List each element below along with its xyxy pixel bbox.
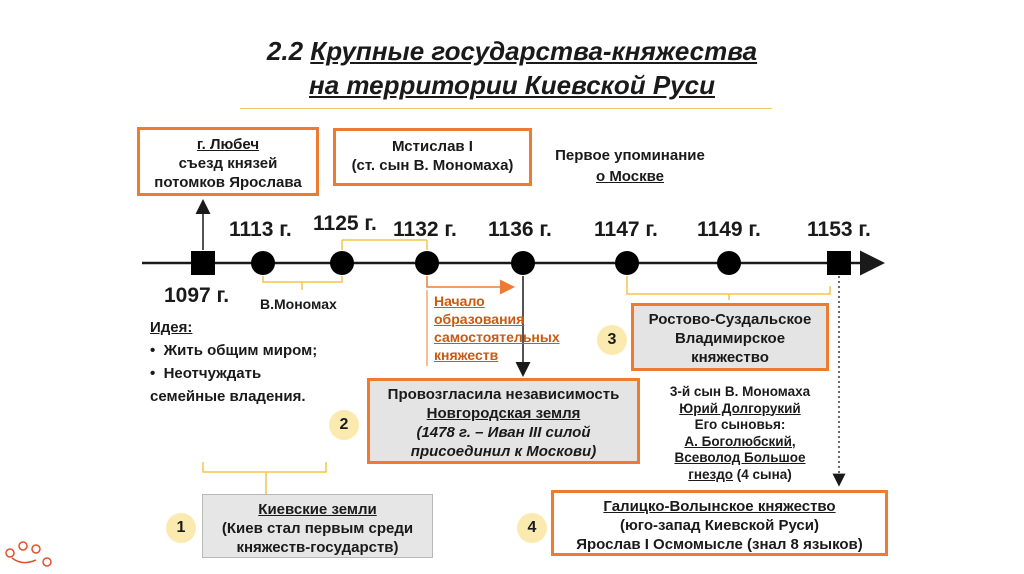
moscow-line2: о Москве <box>595 168 664 185</box>
year-1113: 1113 г. <box>229 218 292 241</box>
fragmentation-label: Начало образования самостоятельных княжеств <box>434 293 560 363</box>
mstislav-line2: (ст. сын В. Мономаха) <box>351 157 514 174</box>
rostov-line1: Ростово-Суздальское <box>648 311 812 328</box>
novgorod-line4: присоединил к Москови) <box>410 443 597 460</box>
idea-head: Идея: <box>150 319 193 336</box>
dolgoruky-block: 3-й сын В. Мономаха Юрий Долгорукий Его сыновья: А. Боголюбский, Всеволод Большое гнездо (4 сына) <box>669 384 811 482</box>
kiev-line2: (Киев стал первым среди <box>221 520 414 537</box>
badge-4: 4 <box>517 513 547 543</box>
idea-item3: семейные владения. <box>150 388 306 405</box>
novgorod-line1: Провозгласила независимость <box>387 386 620 403</box>
mstislav-line1: Мстислав I <box>392 138 473 155</box>
year-1147: 1147 г. <box>594 218 658 241</box>
year-1125: 1125 г. <box>313 212 377 235</box>
year-1153: 1153 г. <box>807 218 871 241</box>
year-1136: 1136 г. <box>488 218 552 241</box>
badge-2: 2 <box>329 410 359 440</box>
badge-3: 3 <box>597 325 627 355</box>
idea-item2: • Неотчуждать <box>150 365 262 382</box>
monomakh-label: В.Мономах <box>260 296 337 312</box>
rostov-line3: княжество <box>691 349 769 366</box>
galich-line3: Ярослав I Осмомысле (знал 8 языков) <box>576 536 863 553</box>
lyubech-line2: съезд князей <box>178 155 278 172</box>
title-line1: Крупные государства-княжества <box>310 36 758 66</box>
lyubech-line3: потомков Ярослава <box>154 174 302 191</box>
year-1097: 1097 г. <box>164 284 230 307</box>
rostov-line2: Владимирское <box>674 330 786 347</box>
year-1149: 1149 г. <box>697 218 761 241</box>
galich-line1: Галицко-Волынское княжество <box>603 498 836 515</box>
novgorod-line2: Новгородская земля <box>426 405 581 422</box>
galich-line2: (юго-запад Киевской Руси) <box>619 517 819 534</box>
moscow-line1: Первое упоминание <box>555 147 705 164</box>
novgorod-line3: (1478 г. – Иван III силой <box>416 424 591 441</box>
kiev-line3: княжеств-государств) <box>236 539 399 556</box>
lyubech-title: г. Любеч <box>196 136 260 153</box>
bullet-icon: • <box>150 342 164 359</box>
badge-1: 1 <box>166 513 196 543</box>
title-number: 2.2 <box>266 36 311 66</box>
year-1132: 1132 г. <box>393 218 457 241</box>
title-line2: на территории Киевской Руси <box>309 70 715 100</box>
bullet-icon: • <box>150 365 164 382</box>
kiev-line1: Киевские земли <box>258 501 377 518</box>
idea-item1: • Жить общим миром; <box>150 342 318 359</box>
